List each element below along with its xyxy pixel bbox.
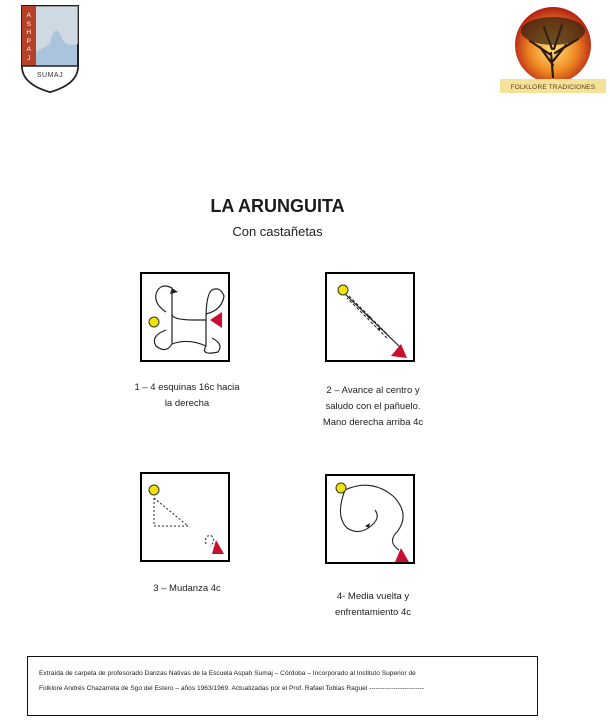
logo-letters: A S H P A J [26,12,32,62]
figure-1-diagram [140,272,230,362]
dancer-red [395,548,409,562]
source-note-line-2: Folklore Andrés Chazarreta de Sgo del Estero – años 1963/1969. Actualizadas por el Prof. Rafael Tobias Raguel ------------------------- [39,685,425,692]
dancer-yellow [149,485,159,495]
figure-1-caption: 1 – 4 esquinas 16c hacia la derecha [134,382,240,409]
figure-4-caption: 4- Media vuelta y enfrentamiento 4c [334,591,412,618]
folklore-tradiciones-logo [500,5,606,95]
figure-4-diagram [325,474,415,564]
logo-bottom-text: SUMAJ [36,72,64,79]
page-title: LA ARUNGUITA [210,196,345,216]
source-note-line-1: Extraída de carpeta de profesorado Danzas Nativas de la Escuela Aspah Sumaj – Córdoba – Incorporado al Instituto Superior de [39,670,416,677]
logo-caption: FOLKLORE TRADICIONES [510,84,596,91]
figure-3-diagram [140,472,230,562]
figure-2-diagram [325,272,415,362]
figure-2-caption: 2 – Avance al centro y saludo con el pañuelo. Mano derecha arriba 4c [322,385,424,428]
dancer-yellow [149,317,159,327]
dancer-yellow [338,285,348,295]
ashpaj-sumaj-logo [20,4,80,94]
source-note-box [27,656,538,716]
dancer-red [212,540,224,554]
page-subtitle: Con castañetas [232,224,323,239]
figure-3-caption: 3 – Mudanza 4c [153,583,221,594]
dancer-yellow [336,483,346,493]
dancer-red [210,312,222,328]
